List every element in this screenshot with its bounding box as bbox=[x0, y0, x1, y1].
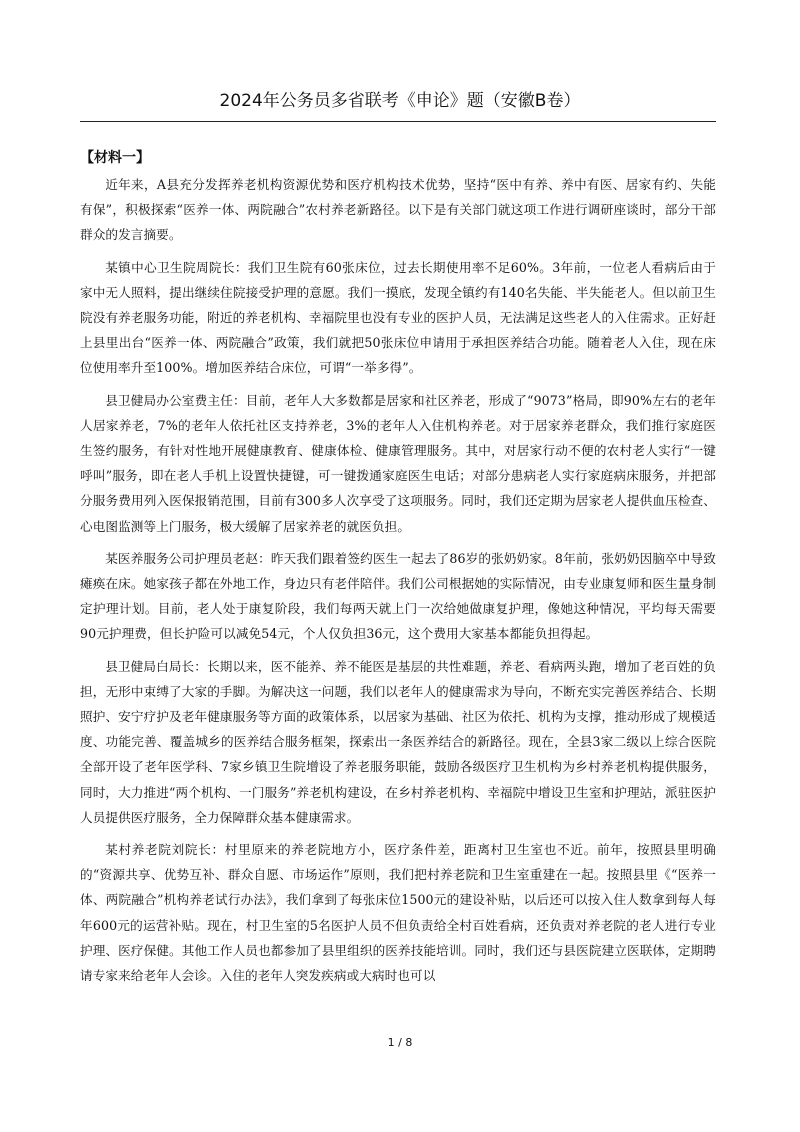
page-number: 1 / 8 bbox=[387, 1036, 413, 1049]
paragraph-fei: 县卫健局办公室费主任：目前，老年人大多数都是居家和社区养老，形成了“9073”格局，即90%左右的老年人居家养老，7%的老年人依托社区支持养老，3%的老年人入住机构养老。对于居家养老群众，我们推行家庭医生签约服务，有针对性地开展健康教育、健康体检、健康管理服务。其中，对居家行动不便的农村老人实行“一键呼叫”服务，即在老人手机上设置快捷键，可一键拨通家庭医生电话；对部分患病老人实行家庭病床服务，并把部分服务费用列入医保报销范围，目前有300多人次享受了这项服务。同时，我们还定期为居家老人提供血压检查、心电图监测等上门服务，极大缓解了居家养老的就医负担。 bbox=[80, 392, 716, 534]
paragraph-liu: 某村养老院刘院长：村里原来的养老院地方小，医疗条件差，距离村卫生室也不近。前年，按照县里明确的“资源共享、优势互补、群众自愿、市场运作”原则，我们把村养老院和卫生室重建在一起。按照县里《“医养一体、两院融合”机构养老试行办法》，我们拿到了每张床位1500元的建设补贴，以后还可以按入住人数拿到每人每年600元的运营补贴。现在，村卫生室的5名医护人员不但负责给全村百姓看病，还负责对养老院的老人进行专业护理、医疗保健。其他工作人员也都参加了县里组织的医养技能培训。同时，我们还与县医院建立医联体，定期聘请专家来给老年人会诊。入住的老年人突发疾病或大病时也可以 bbox=[80, 842, 716, 984]
document-body bbox=[80, 148, 716, 995]
paragraph-bai: 县卫健局白局长：长期以来，医不能养、养不能医是基层的共性难题，养老、看病两头跑，增加了老百姓的负担，无形中束缚了大家的手脚。为解决这一问题，我们以老年人的健康需求为导向，不断充实完善医养结合、长期照护、安宁疗护及老年健康服务等方面的政策体系，以居家为基础、社区为依托、机构为支撑，推动形成了规模适度、功能完善、覆盖城乡的医养结合服务框架，探索出一条医养结合的新路径。现在，全县3家二级以上综合医院全部开设了老年医学科、7家乡镇卫生院增设了养老服务职能，鼓励各级医疗卫生机构为乡村养老机构提供服务，同时，大力推进“两个机构、一门服务”养老机构建设，在乡村养老机构、幸福院中增设卫生室和护理站，派驻医护人员提供医疗服务，全力保障群众基本健康需求。 bbox=[80, 658, 716, 825]
paragraph-zhou: 某镇中心卫生院周院长：我们卫生院有60张床位，过去长期使用率不足60%。3年前，一位老人看病后由于家中无人照料，提出继续住院接受护理的意愿。我们一摸底，发现全镇约有140名失能、半失能老人。但以前卫生院没有养老服务功能，附近的养老机构、幸福院里也没有专业的医护人员，无法满足这些老人的入住需求。正好赶上县里出台“医养一体、两院融合”政策，我们就把50张床位申请用于承担医养结合功能。随着老人入住，现在床位使用率升至100%。增加医养结合床位，可谓“一举多得”。 bbox=[80, 259, 716, 376]
section-heading: 【材料一】 bbox=[80, 150, 150, 166]
document-title: 2024年公务员多省联考《申论》题（安徽B卷） bbox=[219, 91, 581, 111]
paragraph-intro: 近年来，A县充分发挥养老机构资源优势和医疗机构技术优势，坚持“医中有养、养中有医、居家有约、失能有保”，积极探索“医养一体、两院融合”农村养老新路径。以下是有关部门就这项工作进行调研座谈时，部分干部群众的发言摘要。 bbox=[80, 177, 716, 243]
title-underline bbox=[80, 121, 716, 122]
paragraph-zhao: 某医养服务公司护理员老赵：昨天我们跟着签约医生一起去了86岁的张奶奶家。8年前，张奶奶因脑卒中导致瘫痪在床。她家孩子都在外地工作，身边只有老伴陪伴。我们公司根据她的实际情况，由专业康复师和医生量身制定护理计划。目前，老人处于康复阶段，我们每两天就上门一次给她做康复护理，像她这种情况，平均每天需要90元护理费，但长护险可以减免54元，个人仅负担36元，这个费用大家基本都能负担得起。 bbox=[80, 550, 716, 642]
